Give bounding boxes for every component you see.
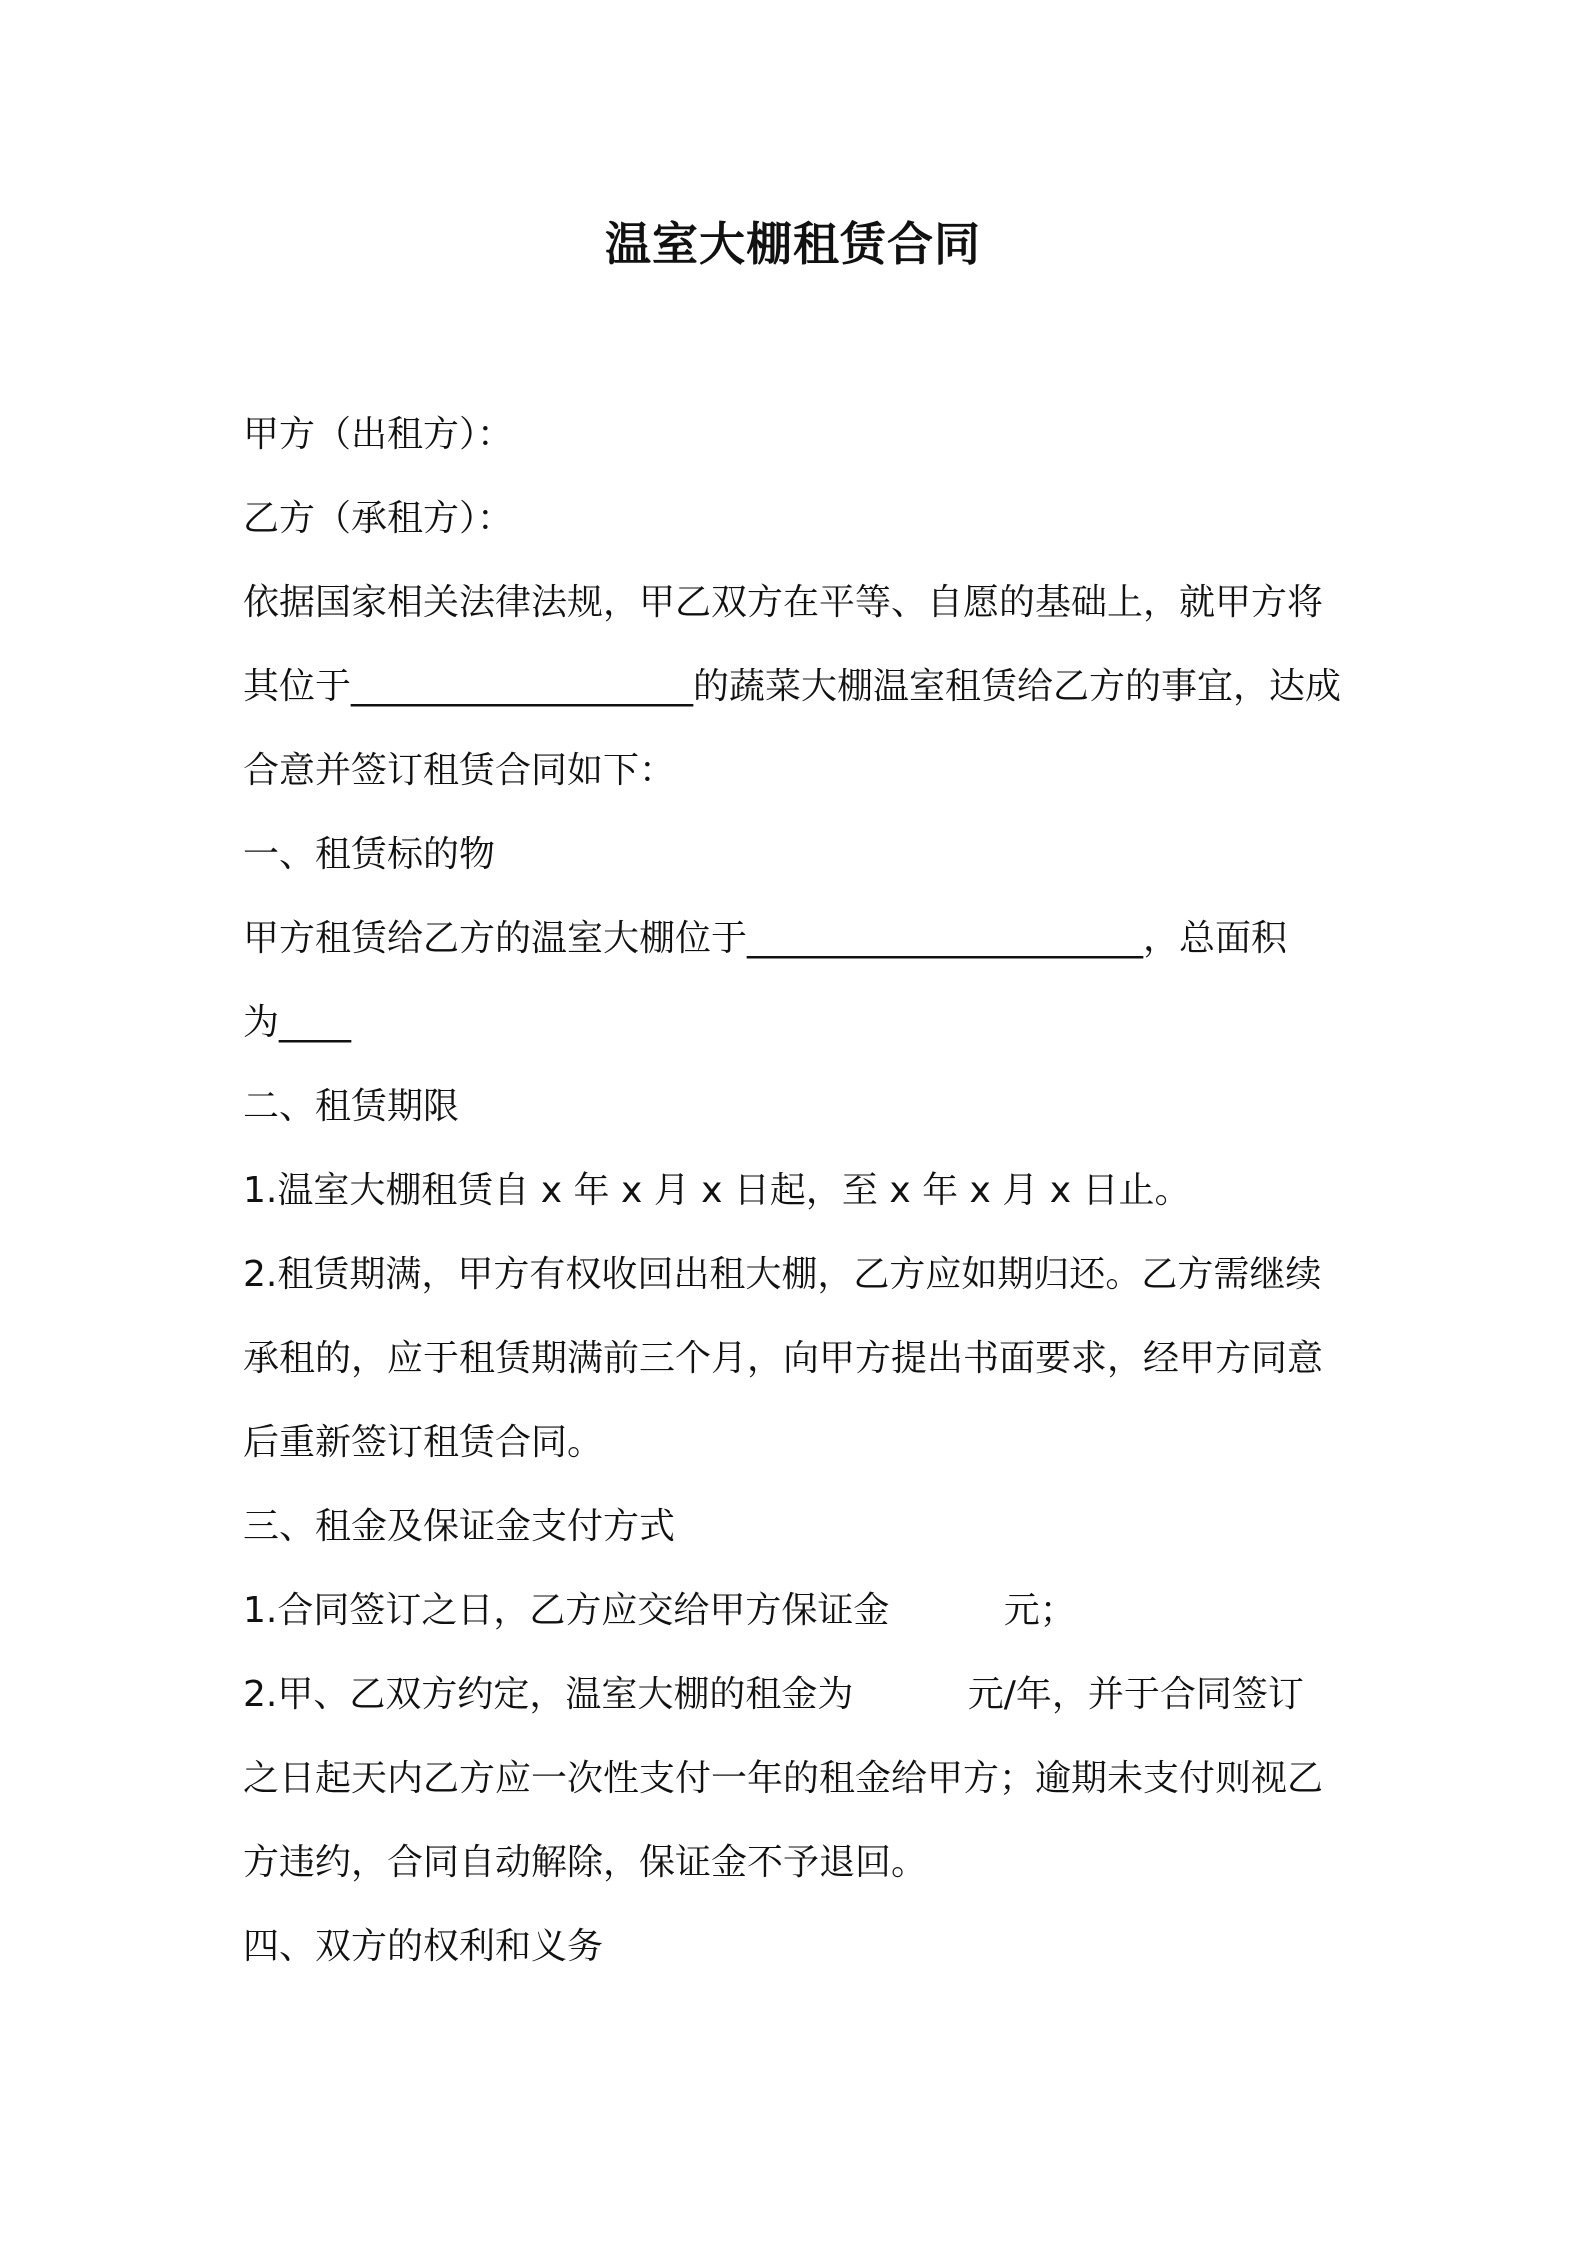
section-3-item-1: 1.合同签订之日，乙方应交给甲方保证金 元； [243,1590,1076,1631]
section-heading-4: 四、双方的权利和义务 [243,1926,604,1967]
section-1-line-2: 为____ [243,1002,352,1043]
section-3-item-2-line-1: 2.甲、乙双方约定，温室大棚的租金为 元/年，并于合同签订 [243,1674,1304,1715]
preamble-line-1: 依据国家相关法律法规，甲乙双方在平等、自愿的基础上，就甲方将 [243,582,1324,623]
section-2-item-2-line-2: 承租的，应于租赁期满前三个月，向甲方提出书面要求，经甲方同意 [243,1338,1324,1379]
section-heading-2: 二、租赁期限 [243,1086,460,1127]
section-2-item-2-line-1: 2.租赁期满，甲方有权收回出租大棚，乙方应如期归还。乙方需继续 [243,1254,1322,1295]
preamble-line-2: 其位于___________________的蔬菜大棚温室租赁给乙方的事宜，达成 [243,666,1342,707]
preamble-line-3: 合意并签订租赁合同如下： [243,750,676,791]
section-heading-1: 一、租赁标的物 [243,834,496,875]
section-1-line-1: 甲方租赁给乙方的温室大棚位于______________________，总面积 [243,918,1288,959]
section-heading-3: 三、租金及保证金支付方式 [243,1506,676,1547]
section-3-item-2-line-2: 之日起天内乙方应一次性支付一年的租金给甲方；逾期未支付则视乙 [243,1758,1324,1799]
party-a-line: 甲方（出租方）： [243,414,514,455]
party-b-line: 乙方（承租方）： [243,498,514,539]
document-title: 温室大棚租赁合同 [605,217,981,271]
section-2-item-2-line-3: 后重新签订租赁合同。 [243,1422,604,1463]
section-2-item-1: 1.温室大棚租赁自 x 年 x 月 x 日起，至 x 年 x 月 x 日止。 [243,1170,1191,1211]
section-3-item-2-line-3: 方违约，合同自动解除，保证金不予退回。 [243,1842,928,1883]
